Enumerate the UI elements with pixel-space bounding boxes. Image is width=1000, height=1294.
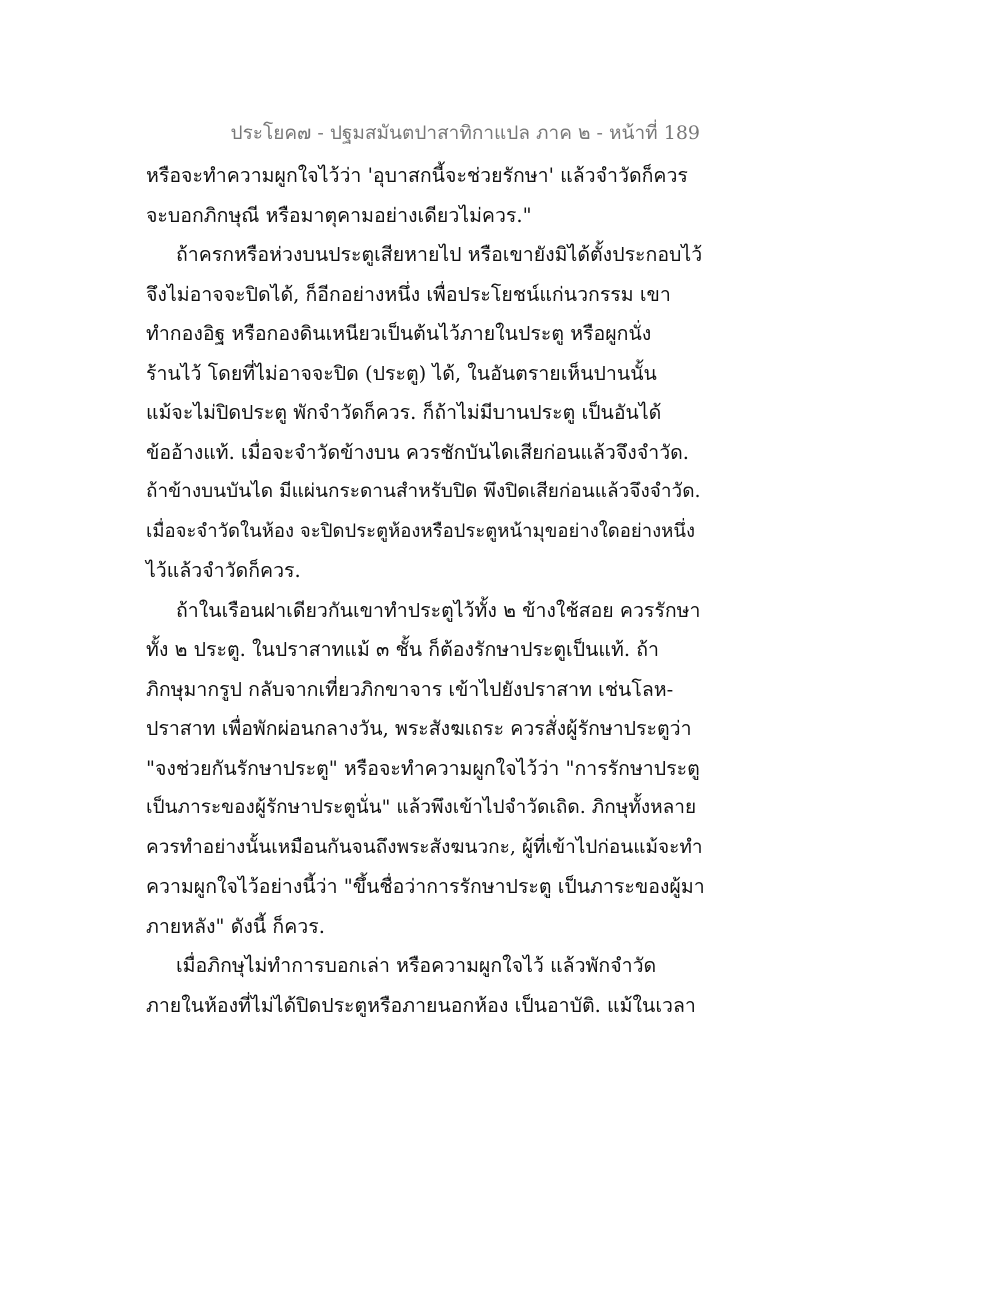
text-line: ร้านไว้ โดยที่ไม่อาจจะปิด (ประตู) ได้, ในอันตรายเห็นปานนั้น <box>146 361 657 385</box>
text-line: ถ้าข้างบนบันได มีแผ่นกระดานสำหรับปิด พึงปิดเสียก่อนแล้วจึงจำวัด. <box>146 480 701 502</box>
text-line: จะบอกภิกษุณี หรือมาตุคามอย่างเดียวไม่ควร." <box>146 203 532 227</box>
text-line: ภายในห้องที่ไม่ได้ปิดประตูหรือภายนอกห้อง เป็นอาบัติ. แม้ในเวลา <box>146 993 696 1017</box>
text-line: ถ้าครกหรือห่วงบนประตูเสียหายไป หรือเขายังมิได้ตั้งประกอบไว้ <box>176 243 703 266</box>
text-line: หรือจะทำความผูกใจไว้ว่า 'อุบาสกนี้จะช่วยรักษา' แล้วจำวัดก็ควร <box>146 164 688 187</box>
text-line: ข้ออ้างแท้. เมื่อจะจำวัดข้างบน ควรชักบันไดเสียก่อนแล้วจึงจำวัด. <box>146 440 690 464</box>
running-header: ประโยค๗ - ปฐมสมันตปาสาทิกาแปล ภาค ๒ - หน้าที่ 189 <box>230 122 700 144</box>
page-body-text <box>146 156 706 1025</box>
text-line: เป็นภาระของผู้รักษาประตูนั่น" แล้วพึงเข้าไปจำวัดเถิด. ภิกษุทั้งหลาย <box>146 796 697 818</box>
text-line: ถ้าในเรือนฝาเดียวกันเขาทำประตูไว้ทั้ง ๒ ข้างใช้สอย ควรรักษา <box>176 598 701 622</box>
text-line: ทำกองอิฐ หรือกองดินเหนียวเป็นต้นไว้ภายในประตู หรือผูกนั่ง <box>146 322 652 345</box>
text-line: "จงช่วยกันรักษาประตู" หรือจะทำความผูกใจไว้ว่า "การรักษาประตู <box>146 756 700 780</box>
text-line: เมื่อจะจำวัดในห้อง จะปิดประตูห้องหรือประตูหน้ามุขอย่างใดอย่างหนึ่ง <box>146 520 696 542</box>
text-line: ความผูกใจไว้อย่างนี้ว่า "ขึ้นชื่อว่าการรักษาประตู เป็นภาระของผู้มา <box>146 875 705 898</box>
text-line: แม้จะไม่ปิดประตู พักจำวัดก็ควร. ก็ถ้าไม่มีบานประตู เป็นอันได้ <box>146 401 662 424</box>
text-line: ควรทำอย่างนั้นเหมือนกันจนถึงพระสังฆนวกะ, ผู้ที่เข้าไปก่อนแม้จะทำ <box>146 835 703 858</box>
text-line: เมื่อภิกษุไม่ทำการบอกเล่า หรือความผูกใจไว้ แล้วพักจำวัด <box>176 954 657 977</box>
text-line: ภิกษุมากรูป กลับจากเที่ยวภิกขาจาร เข้าไปยังปราสาท เช่นโลห- <box>146 677 674 701</box>
text-line: ทั้ง ๒ ประตู. ในปราสาทแม้ ๓ ชั้น ก็ต้องรักษาประตูเป็นแท้. ถ้า <box>146 638 660 661</box>
text-line: ภายหลัง" ดังนี้ ก็ควร. <box>146 914 325 938</box>
text-line: ปราสาท เพื่อพักผ่อนกลางวัน, พระสังฆเถระ ควรสั่งผู้รักษาประตูว่า <box>146 717 692 740</box>
text-line: ไว้แล้วจำวัดก็ควร. <box>146 559 301 582</box>
text-line: จึงไม่อาจจะปิดได้, ก็อีกอย่างหนึ่ง เพื่อประโยชน์แก่นวกรรม เขา <box>146 282 671 306</box>
